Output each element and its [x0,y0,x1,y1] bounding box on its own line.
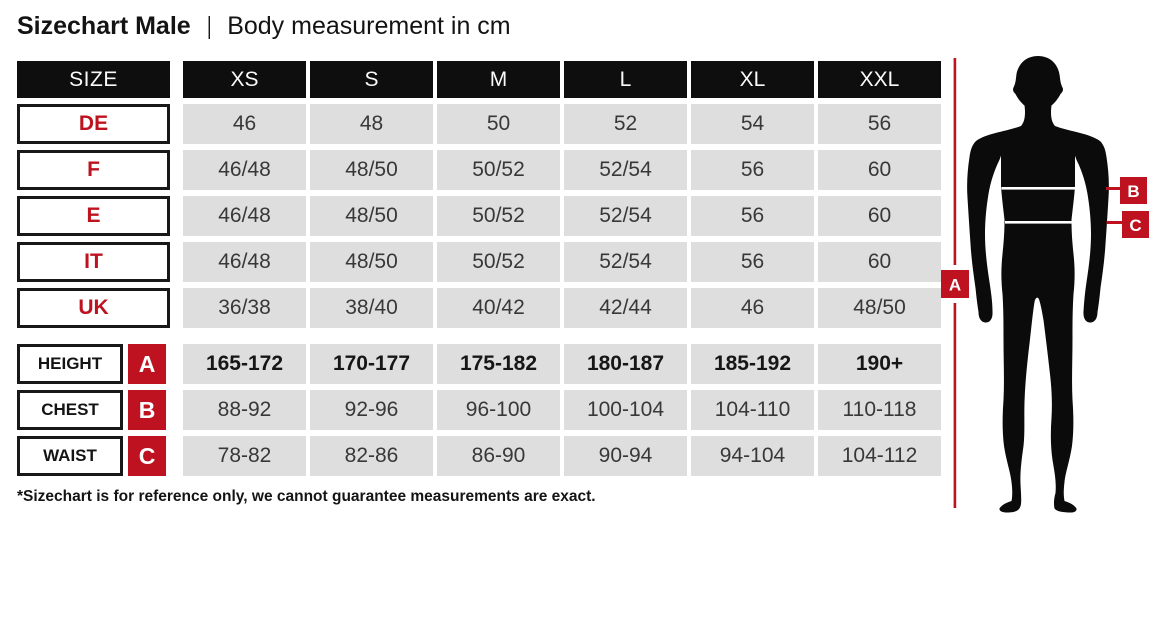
figure-badge-a-letter: A [948,275,962,295]
header-cells [183,61,941,98]
measure-cell: 165-172 [183,344,306,384]
measure-cell: 180-187 [564,344,687,384]
size-cell: 48/50 [310,196,433,236]
header-col-l: L [564,61,687,98]
size-cell: 52 [564,104,687,144]
figure-badge-b-letter: B [1127,182,1140,201]
measure-cell: 185-192 [691,344,814,384]
size-cell: 48/50 [310,242,433,282]
waist-connector-line [1107,221,1123,224]
size-cell: 50/52 [437,150,560,190]
row-label-waist: WAIST [17,436,123,476]
header-col-xxl: XXL [818,61,941,98]
size-cell: 56 [691,242,814,282]
page-title [17,12,511,41]
row-cells [183,288,941,328]
row-cells [183,242,941,282]
table-row-f [17,150,941,190]
marker-badge-b: B [128,390,166,430]
row-label-de: DE [17,104,170,144]
row-label-it: IT [17,242,170,282]
header-col-xl: XL [691,61,814,98]
marker-badge-c: C [128,436,166,476]
row-label-height: HEIGHT [17,344,123,384]
height-line-upper [954,58,957,265]
measure-label-group [17,436,170,476]
size-cell: 56 [691,196,814,236]
size-cell: 56 [818,104,941,144]
measure-cell: 94-104 [691,436,814,476]
table-row-uk [17,288,941,328]
size-cell: 60 [818,242,941,282]
row-cells [183,150,941,190]
title-subtitle: Body measurement in cm [227,12,511,40]
header-col-xs: XS [183,61,306,98]
header-col-s: S [310,61,433,98]
size-cell: 46 [183,104,306,144]
table-header-row [17,61,941,98]
chest-measure-line [1002,187,1076,190]
size-cell: 48/50 [818,288,941,328]
measure-cell: 78-82 [183,436,306,476]
row-cells [183,104,941,144]
size-cell: 36/38 [183,288,306,328]
size-cell: 50/52 [437,196,560,236]
measure-cell: 190+ [818,344,941,384]
row-label-chest: CHEST [17,390,123,430]
header-col-m: M [437,61,560,98]
measure-cell: 104-112 [818,436,941,476]
footnote: *Sizechart is for reference only, we cannot guarantee measurements are exact. [17,488,596,505]
size-cell: 56 [691,150,814,190]
measure-label-group [17,390,170,430]
measure-cell: 82-86 [310,436,433,476]
size-cell: 52/54 [564,196,687,236]
row-cells [183,344,941,384]
size-cell: 50 [437,104,560,144]
table-row-waist [17,436,941,476]
size-cell: 60 [818,150,941,190]
measure-cell: 104-110 [691,390,814,430]
measure-cell: 86-90 [437,436,560,476]
size-cell: 38/40 [310,288,433,328]
table-row-height [17,344,941,384]
size-cell: 46/48 [183,196,306,236]
figure-badge-c-letter: C [1129,216,1142,235]
size-cell: 40/42 [437,288,560,328]
size-cell: 48 [310,104,433,144]
size-cell: 46/48 [183,150,306,190]
row-cells [183,436,941,476]
row-cells [183,196,941,236]
size-cell: 48/50 [310,150,433,190]
size-cell: 60 [818,196,941,236]
row-label-e: E [17,196,170,236]
table-row-e [17,196,941,236]
measure-label-group [17,344,170,384]
body-figure [935,52,1165,517]
measure-cell: 92-96 [310,390,433,430]
size-cell: 46/48 [183,242,306,282]
row-label-f: F [17,150,170,190]
size-cell: 50/52 [437,242,560,282]
size-cell: 54 [691,104,814,144]
measure-cell: 170-177 [310,344,433,384]
measure-cell: 90-94 [564,436,687,476]
measure-cell: 175-182 [437,344,560,384]
title-separator: | [206,12,212,40]
marker-badge-a: A [128,344,166,384]
size-cell: 52/54 [564,150,687,190]
table-row-it [17,242,941,282]
measure-cell: 110-118 [818,390,941,430]
waist-measure-line [1005,221,1072,224]
row-cells [183,390,941,430]
size-cell: 52/54 [564,242,687,282]
measure-cell: 96-100 [437,390,560,430]
size-cell: 46 [691,288,814,328]
row-label-uk: UK [17,288,170,328]
title-main: Sizechart Male [17,12,191,40]
header-size-cell: SIZE [17,61,170,98]
height-line-lower [954,303,957,508]
size-cell: 42/44 [564,288,687,328]
measure-cell: 88-92 [183,390,306,430]
table-row-chest [17,390,941,430]
male-silhouette [967,56,1109,513]
table-row-de [17,104,941,144]
measure-cell: 100-104 [564,390,687,430]
chest-connector-line [1106,187,1121,190]
